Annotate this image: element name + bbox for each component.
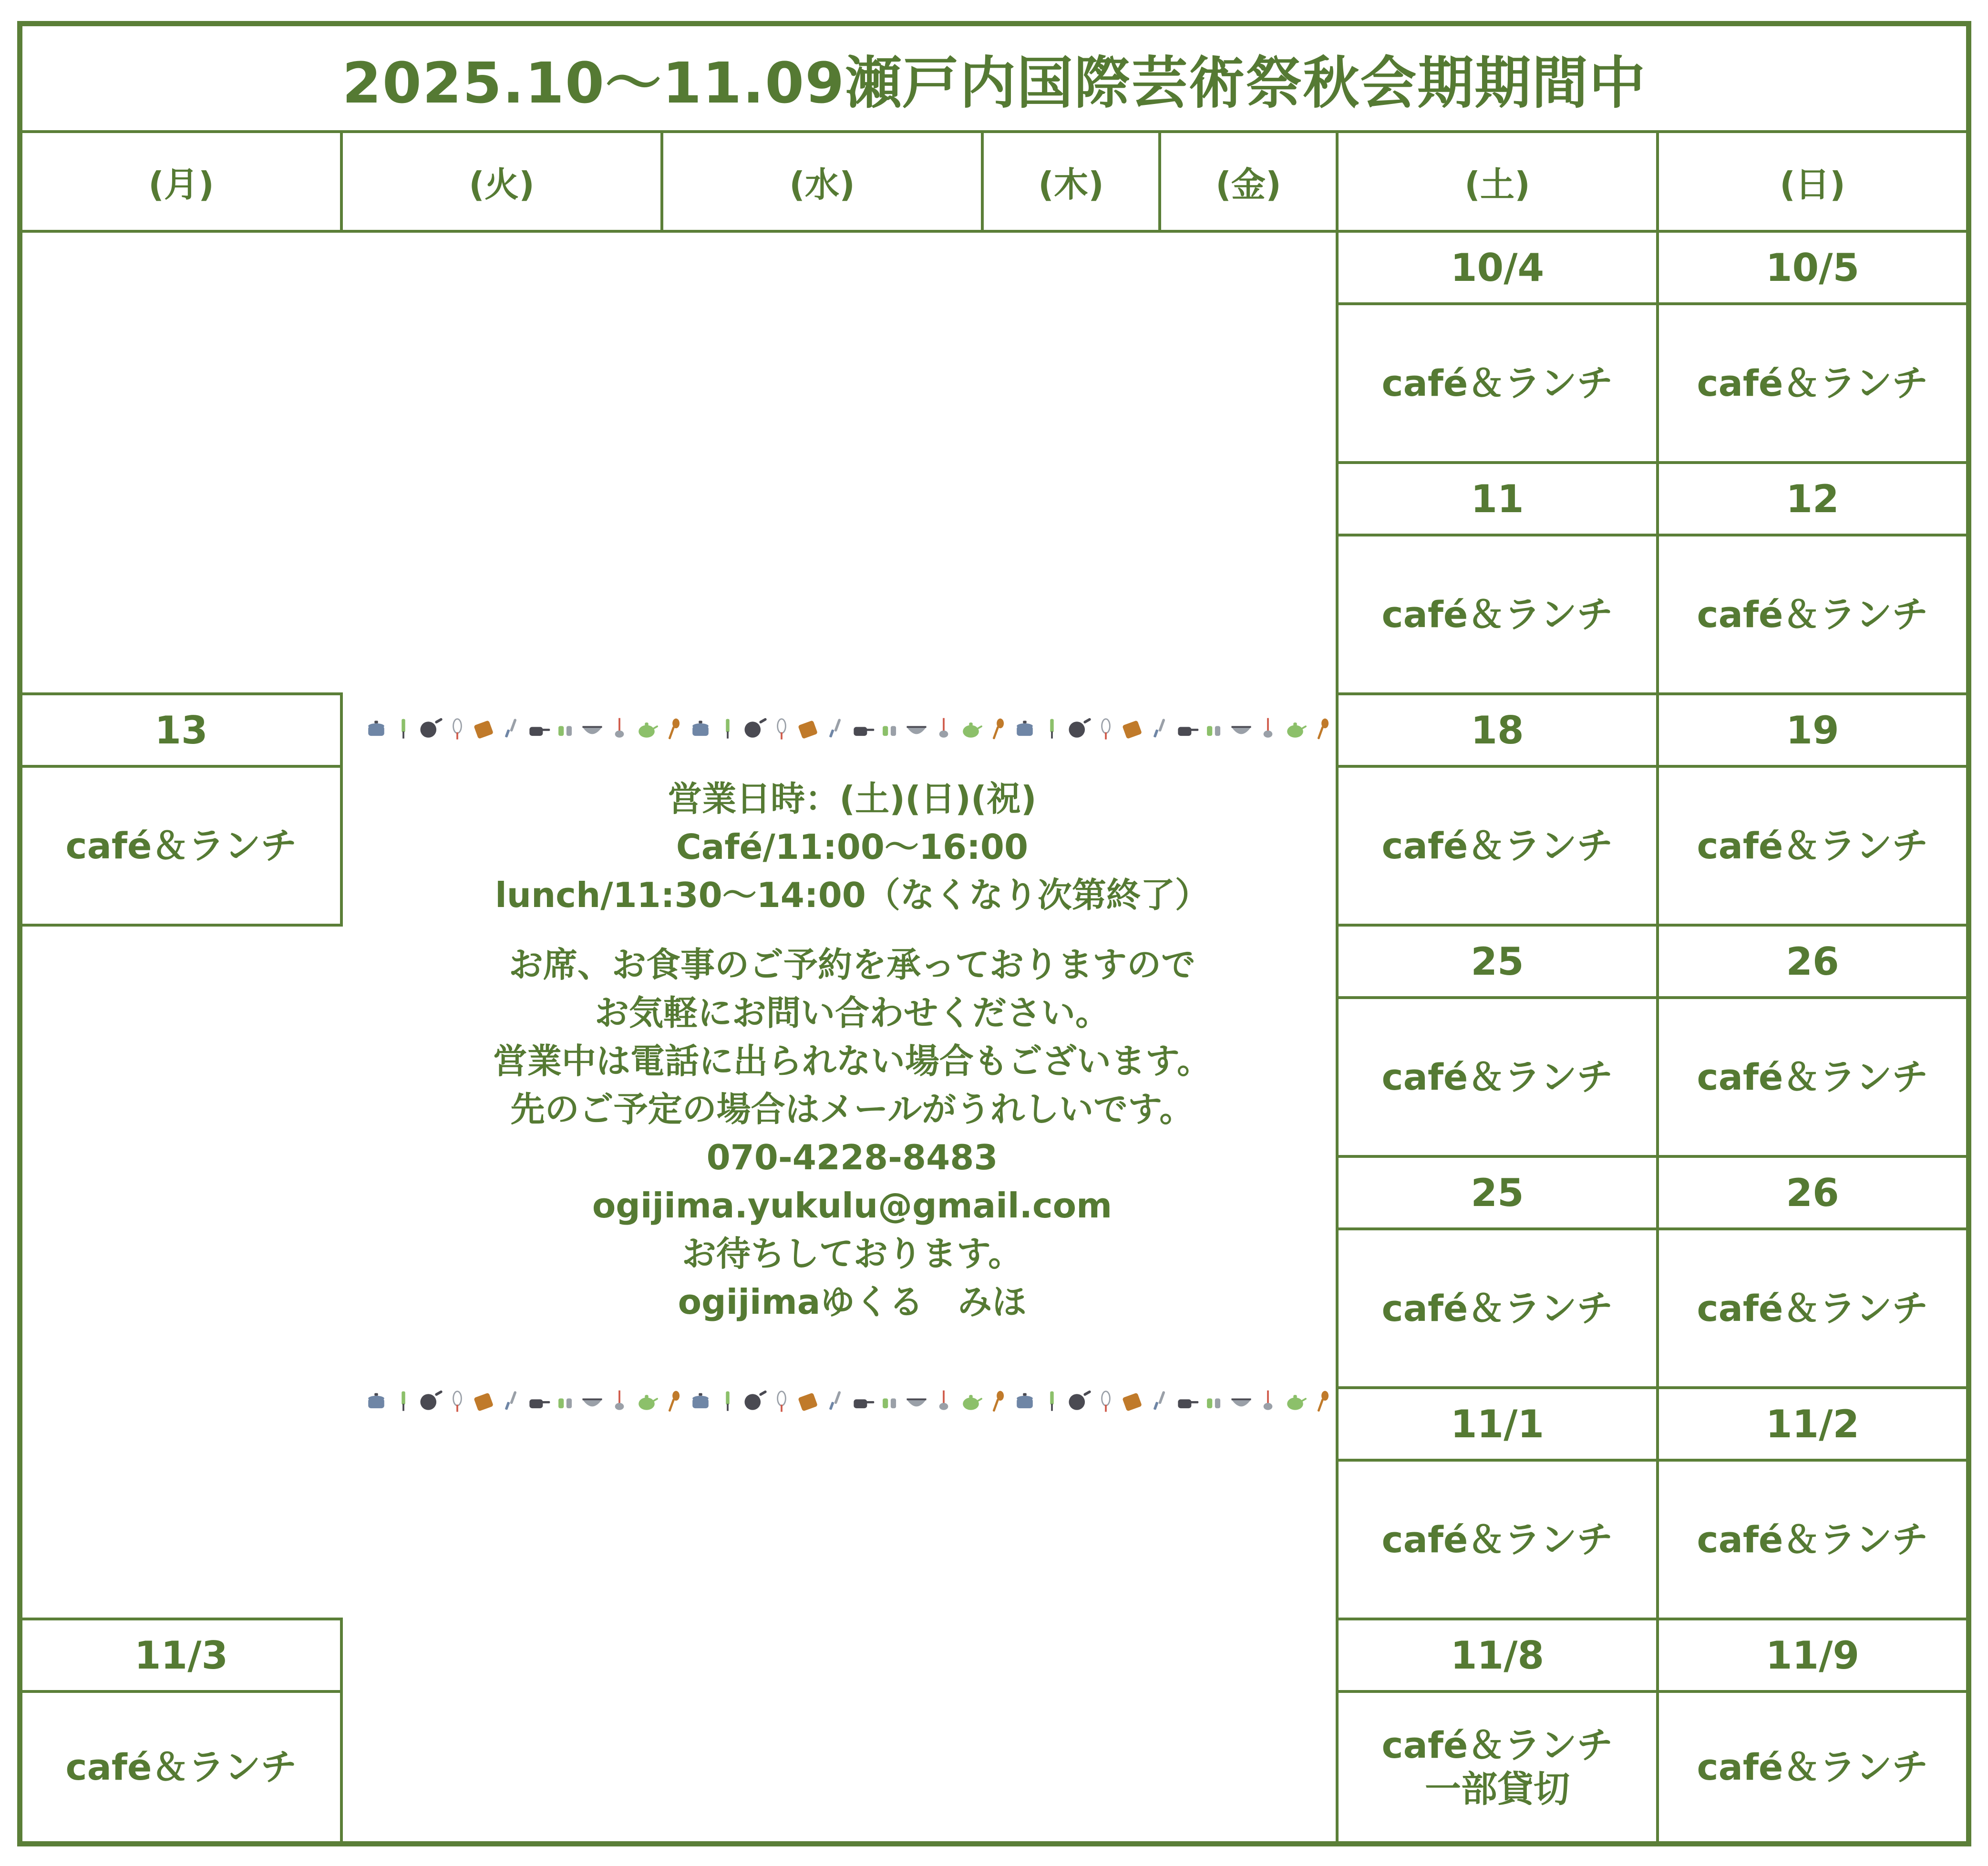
knife-icon bbox=[498, 1389, 525, 1415]
saucepan-icon bbox=[525, 1389, 552, 1415]
activity-cell: café＆ランチ bbox=[1336, 536, 1659, 695]
ladle-icon bbox=[930, 1389, 957, 1415]
bowl-icon bbox=[579, 1389, 606, 1415]
activity-cell: café＆ランチ bbox=[1336, 1462, 1659, 1620]
date-cell: 25 bbox=[1336, 927, 1659, 999]
activity-cell: café＆ランチ bbox=[1659, 536, 1966, 695]
frying-pan-icon bbox=[741, 1389, 768, 1415]
hours-line: 営業日時：(土)(日)(祝) bbox=[668, 779, 1037, 819]
signature: ogijimaゆくる みほ bbox=[678, 1282, 1027, 1322]
activity-cell: café＆ランチ bbox=[1659, 305, 1966, 464]
activity-cell: café＆ランチ bbox=[1336, 768, 1659, 927]
activity-cell: café＆ランチ bbox=[22, 768, 343, 927]
activity-cell: café＆ランチ bbox=[1336, 305, 1659, 464]
weekday-tue: (火) bbox=[343, 133, 663, 233]
activity-cell: café＆ランチ bbox=[1336, 1230, 1659, 1389]
calendar bbox=[17, 21, 1971, 1846]
date-cell: 11/1 bbox=[1336, 1389, 1659, 1462]
salt-shaker-icon bbox=[876, 1389, 903, 1415]
weekday-mon: (月) bbox=[22, 133, 343, 233]
date-cell: 13 bbox=[22, 692, 343, 768]
whisk-icon bbox=[444, 1389, 471, 1415]
message-line: お待ちしております。 bbox=[681, 1234, 1023, 1274]
activity-cell: café＆ランチ bbox=[1336, 999, 1659, 1158]
cutting-board-icon bbox=[1120, 1389, 1146, 1415]
spatula-icon bbox=[714, 1389, 741, 1415]
activity-cell: café＆ランチ bbox=[1659, 1230, 1966, 1389]
teapot-icon bbox=[633, 1389, 660, 1415]
date-cell: 18 bbox=[1336, 695, 1659, 768]
message-line: 営業中は電話に出られない場合もございます。 bbox=[493, 1041, 1212, 1081]
weekday-sat: (土) bbox=[1339, 133, 1659, 233]
saucepan-icon bbox=[849, 1389, 876, 1415]
date-cell: 26 bbox=[1659, 1158, 1966, 1230]
knife-icon bbox=[1146, 1389, 1173, 1415]
date-cell: 10/4 bbox=[1336, 233, 1659, 305]
knife-icon bbox=[822, 1389, 849, 1415]
weekday-thu: (木) bbox=[984, 133, 1161, 233]
whisk-icon bbox=[768, 1389, 795, 1415]
cutting-board-icon bbox=[471, 1389, 498, 1415]
activity-cell: café＆ランチ 一部貸切 bbox=[1336, 1693, 1659, 1841]
hours-line: Café/11:00～16:00 bbox=[676, 827, 1029, 867]
date-cell: 19 bbox=[1659, 695, 1966, 768]
weekday-sun: (日) bbox=[1659, 133, 1966, 233]
date-cell: 11/9 bbox=[1659, 1620, 1966, 1693]
spatula-icon bbox=[390, 1389, 417, 1415]
date-cell: 26 bbox=[1659, 927, 1966, 999]
salt-shaker-icon bbox=[552, 1389, 579, 1415]
date-cell: 11 bbox=[1336, 464, 1659, 536]
divider bbox=[340, 1618, 343, 1841]
activity-cell: café＆ランチ bbox=[1659, 768, 1966, 927]
phone-number: 070-4228-8483 bbox=[706, 1137, 998, 1177]
ladle-icon bbox=[1255, 1389, 1281, 1415]
spatula-icon bbox=[1039, 1389, 1065, 1415]
reservation-message bbox=[366, 941, 1339, 1326]
calendar-title: 2025.10～11.09瀬戸内国際芸術祭秋会期期間中 bbox=[22, 26, 1966, 133]
frying-pan-icon bbox=[1065, 1389, 1092, 1415]
activity-cell: café＆ランチ bbox=[1659, 1462, 1966, 1620]
saucepan-icon bbox=[1174, 1389, 1200, 1415]
teapot-icon bbox=[958, 1389, 984, 1415]
bowl-icon bbox=[1228, 1389, 1255, 1415]
shop-info bbox=[366, 708, 1339, 1326]
date-cell: 10/5 bbox=[1659, 233, 1966, 305]
wooden-spoon-icon bbox=[660, 1389, 687, 1415]
message-line: 先のご予定の場合はメールがうれしいです。 bbox=[510, 1089, 1194, 1129]
pot-icon bbox=[687, 1389, 714, 1415]
message-line: お気軽にお問い合わせください。 bbox=[594, 993, 1110, 1033]
activity-cell: café＆ランチ bbox=[1697, 1745, 1928, 1788]
cutting-board-icon bbox=[795, 1389, 822, 1415]
wooden-spoon-icon bbox=[984, 1389, 1011, 1415]
email-address: ogijima.yukulu@gmail.com bbox=[592, 1186, 1112, 1226]
kitchen-utensil-border-bottom bbox=[363, 1385, 1336, 1419]
hours-line: lunch/11:30～14:00（なくなり次第終了） bbox=[495, 875, 1209, 915]
date-cell: 12 bbox=[1659, 464, 1966, 536]
date-cell: 11/3 bbox=[22, 1618, 343, 1693]
activity-cell: café＆ランチ bbox=[1659, 999, 1966, 1158]
date-cell: 11/8 bbox=[1336, 1620, 1659, 1693]
message-line: お席、お食事のご予約を承っておりますので bbox=[508, 945, 1195, 985]
bowl-icon bbox=[903, 1389, 930, 1415]
activity-cell: café＆ランチ bbox=[22, 1693, 343, 1841]
weekday-fri: (金) bbox=[1161, 133, 1339, 233]
ladle-icon bbox=[606, 1389, 633, 1415]
weekday-wed: (水) bbox=[663, 133, 984, 233]
business-hours bbox=[366, 775, 1339, 919]
pot-icon bbox=[363, 1389, 390, 1415]
whisk-icon bbox=[1092, 1389, 1119, 1415]
salt-shaker-icon bbox=[1201, 1389, 1227, 1415]
frying-pan-icon bbox=[417, 1389, 443, 1415]
date-cell: 11/2 bbox=[1659, 1389, 1966, 1462]
teapot-icon bbox=[1282, 1389, 1308, 1415]
wooden-spoon-icon bbox=[1309, 1389, 1336, 1415]
date-cell: 25 bbox=[1336, 1158, 1659, 1230]
pot-icon bbox=[1011, 1389, 1038, 1415]
